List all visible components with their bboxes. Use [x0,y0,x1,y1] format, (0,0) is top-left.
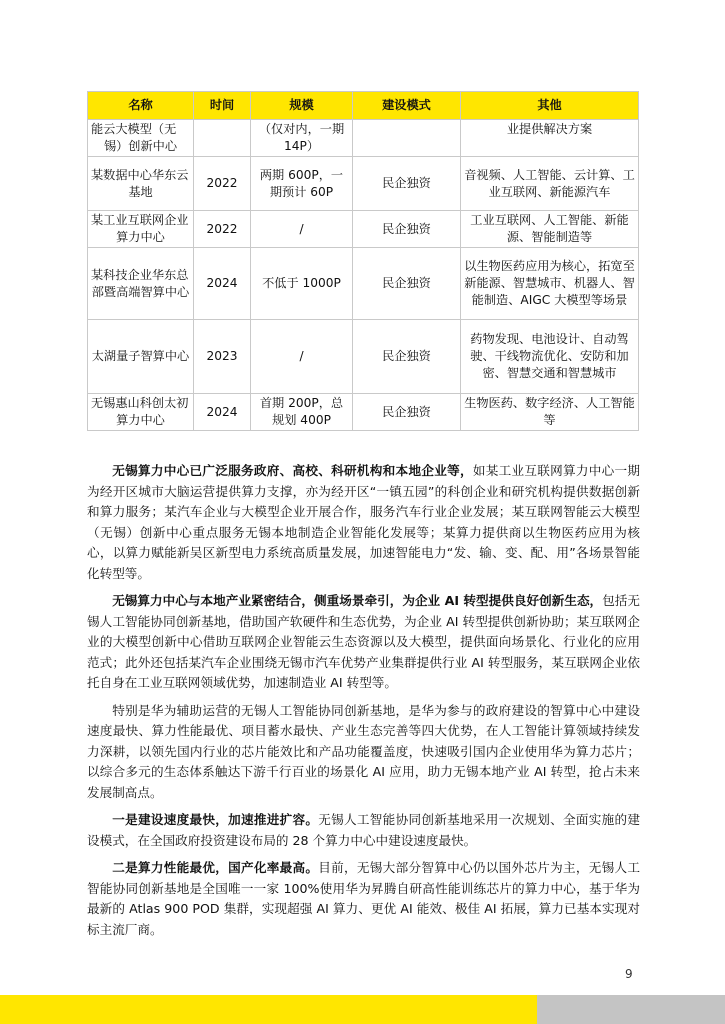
paragraph-body: 目前，无锡大部分智算中心仍以国外芯片为主，无锡人工智能协同创新基地是全国唯一一家 100%使用华为昇腾自研高性能训练芯片的算力中心，基于华为最新的 Atlas 900 POD 集群，实现超强 AI 算力、更优 AI 能效、极佳 AI 拓展，算力已基本实现对标主流厂商。 [87,860,641,937]
cell-scale: 不低于 1000P [251,248,353,320]
cell-name: 能云大模型（无锡）创新中心 [88,120,194,157]
paragraph-service-scope [87,461,640,584]
paragraph-lead: 二是算力性能最优，国产化率最高。 [112,860,319,875]
paragraph-body: 无锡人工智能协同创新基地采用一次规划、全面实施的建设模式，在全国政府投资建设布局的 28 个算力中心中建设速度最快。 [87,812,641,848]
cell-mode: 民企独资 [353,248,461,320]
table-row [88,320,639,394]
table-row [88,394,639,431]
page-number: 9 [625,967,633,981]
cell-name: 某工业互联网企业算力中心 [88,211,194,248]
header-other: 其他 [461,92,639,120]
cell-mode: 民企独资 [353,320,461,394]
paragraph-lead: 无锡算力中心与本地产业紧密结合，侧重场景牵引，为企业 AI 转型提供良好创新生态， [112,593,603,608]
cell-other: 工业互联网、人工智能、新能源、智能制造等 [461,211,639,248]
computing-center-table [87,91,639,431]
cell-name: 某数据中心华东云基地 [88,157,194,211]
cell-other: 业提供解决方案 [461,120,639,157]
cell-year: 2024 [194,248,251,320]
cell-year: 2024 [194,394,251,431]
table-row [88,211,639,248]
table-row [88,248,639,320]
cell-mode: 民企独资 [353,394,461,431]
cell-year: 2022 [194,211,251,248]
paragraph-speed [87,810,640,851]
paragraph-performance [87,858,640,940]
cell-other: 药物发现、电池设计、自动驾驶、干线物流优化、安防和加密、智慧交通和智慧城市 [461,320,639,394]
paragraph-body: 特别是华为辅助运营的无锡人工智能协同创新基地，是华为参与的政府建设的智算中心中建设速度最快、算力性能最优、项目蓄水最快、产业生态完善等四大优势，在人工智能计算领域持续发力深耕，以领先国内行业的芯片能效比和产品功能覆盖度，快速吸引国内企业使用华为算力芯片；以综合多元的生态体系触达下游千行百业的场景化 AI 应用，助力无锡本地产业 AI 转型，抢占未来发展制高点。 [87,702,640,800]
header-mode: 建设模式 [353,92,461,120]
cell-mode: 民企独资 [353,211,461,248]
footer-bar-gray [537,995,725,1024]
cell-year [194,120,251,157]
paragraph-industry-integration [87,591,640,694]
cell-other: 生物医药、数字经济、人工智能等 [461,394,639,431]
body-text [87,461,640,947]
cell-name: 太湖量子智算中心 [88,320,194,394]
cell-mode [353,120,461,157]
cell-scale: / [251,211,353,248]
paragraph-huawei-base [87,701,640,804]
cell-name: 某科技企业华东总部暨高端智算中心 [88,248,194,320]
cell-year: 2022 [194,157,251,211]
paragraph-lead: 无锡算力中心已广泛服务政府、高校、科研机构和本地企业等， [112,463,473,478]
header-year: 时间 [194,92,251,120]
table-row [88,120,639,157]
table-header-row [88,92,639,120]
header-scale: 规模 [251,92,353,120]
cell-scale: 首期 200P，总规划 400P [251,394,353,431]
cell-name: 无锡惠山科创太初算力中心 [88,394,194,431]
table-row [88,157,639,211]
paragraph-body: 包括无锡人工智能协同创新基地，借助国产软硬件和生态优势，为企业 AI 转型提供创新协助；某互联网企业的大模型创新中心借助互联网企业智能云生态资源以及大模型，提供面向场景化、行业化的应用范式；此外还包括某汽车企业围绕无锡市汽车优势产业集群提供行业 AI 转型服务，某互联网企业依托自身在工业互联网领域优势，加速制造业 AI 转型等。 [87,593,641,690]
paragraph-body: 如某工业互联网算力中心一期为经开区城市大脑运营提供算力支撑，亦为经开区“一镇五园”的科创企业和研究机构提供数据创新和算力服务；某汽车企业与大模型企业开展合作，服务汽车行业企业发展；某互联网智能云大模型（无锡）创新中心重点服务无锡本地制造企业智能化发展等；某算力提供商以生物医药应用为核心，以算力赋能新吴区新型电力系统高质量发展，加速智能电力“发、输、变、配、用”各场景智能化转型等。 [87,463,641,581]
footer-bar-yellow [0,995,537,1024]
cell-other: 音视频、人工智能、云计算、工业互联网、新能源汽车 [461,157,639,211]
paragraph-lead: 一是建设速度最快，加速推进扩容。 [112,812,319,827]
cell-scale: / [251,320,353,394]
cell-scale: （仅对内，一期14P） [251,120,353,157]
cell-year: 2023 [194,320,251,394]
header-name: 名称 [88,92,194,120]
cell-mode: 民企独资 [353,157,461,211]
cell-other: 以生物医药应用为核心，拓宽至新能源、智慧城市、机器人、智能制造、AIGC 大模型等场景 [461,248,639,320]
cell-scale: 两期 600P，一期预计 60P [251,157,353,211]
